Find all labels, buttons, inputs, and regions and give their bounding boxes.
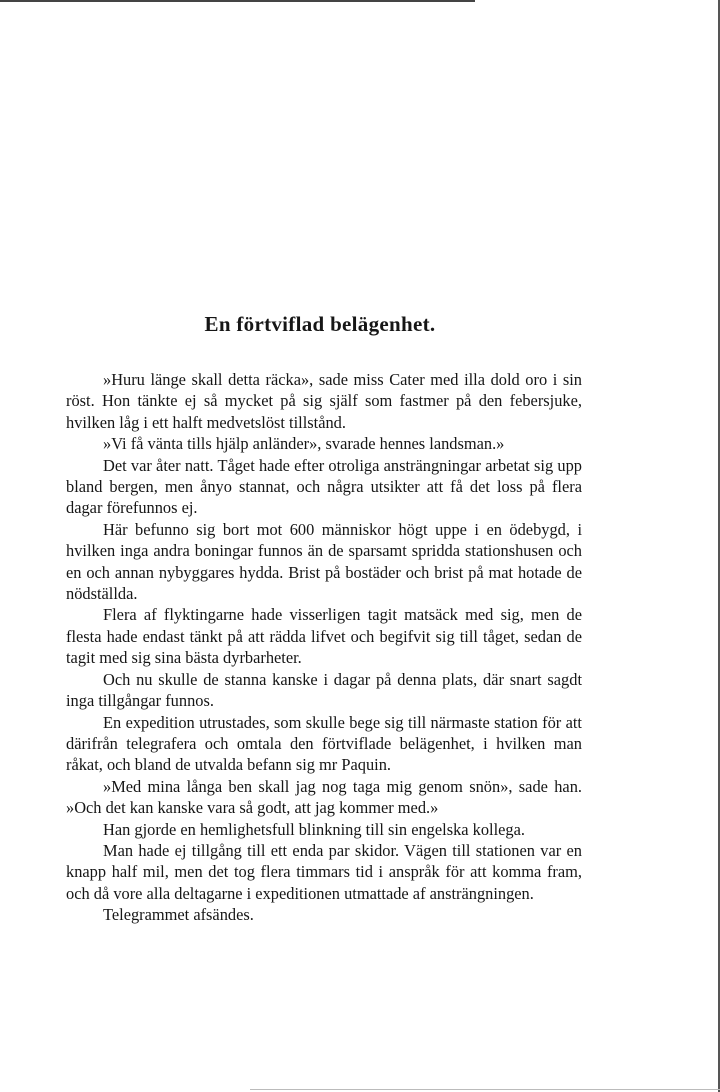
paragraph: »Vi få vänta tills hjälp anländer», svarade hennes landsman.» [103, 434, 505, 454]
paragraph: Telegrammet afsändes. [103, 905, 254, 925]
paragraph: Flera af flyktingarne hade visserligen tagit matsäck med sig, men de flesta hade endast tänkt på att rädda lifvet och begifvit sig till tåget, sedan de tagit med sig sina bästa dyrbarheter. [66, 605, 582, 668]
top-edge-rule [0, 0, 475, 2]
paragraph: Och nu skulle de stanna kanske i dagar på denna plats, där snart sagdt inga tillgångar funnos. [66, 669, 582, 711]
paragraph: Han gjorde en hemlighetsfull blinkning till sin engelska kollega. [103, 819, 525, 839]
bottom-edge-rule [250, 1089, 720, 1090]
paragraph: »Huru länge skall detta räcka», sade miss Cater med illa dold oro i sin röst. Hon tänkte ej så mycket på sig själf som fastmer på den febersjuke, hvilken låg i ett halft medvetslöst tillstånd. [66, 370, 582, 432]
chapter-title: En förtviflad belägenhet. [204, 312, 436, 336]
paragraph: Det var åter natt. Tåget hade efter otroliga ansträngningar arbetat sig upp bland bergen, men ånyo stannat, och några utsikter att få det loss på flera dagar förefunnos ej. [66, 455, 582, 518]
paragraph: »Med mina långa ben skall jag nog taga mig genom snön», sade han. »Och det kan kanske vara så godt, att jag kommer med.» [66, 776, 582, 818]
chapter-body [66, 369, 582, 926]
paragraph: En expedition utrustades, som skulle bege sig till närmaste station för att därifrån telegrafera och omtala den förtviflade belägenhet, i hvilken man råkat, och bland de utvalda befann sig mr Paquin. [66, 712, 582, 775]
paragraph: Här befunno sig bort mot 600 människor högt uppe i en ödebygd, i hvilken inga andra boningar funnos än de sparsamt spridda stationshusen och en och annan nybyggares hydda. Brist på bostäder och brist på mat hotade de nödställda. [66, 519, 582, 604]
paragraph: Man hade ej tillgång till ett enda par skidor. Vägen till stationen var en knapp half mil, men det tog flera timmars tid i anspråk för att komma fram, och då vore alla deltagarne i expeditionen utmattade af ansträngningen. [66, 840, 582, 903]
